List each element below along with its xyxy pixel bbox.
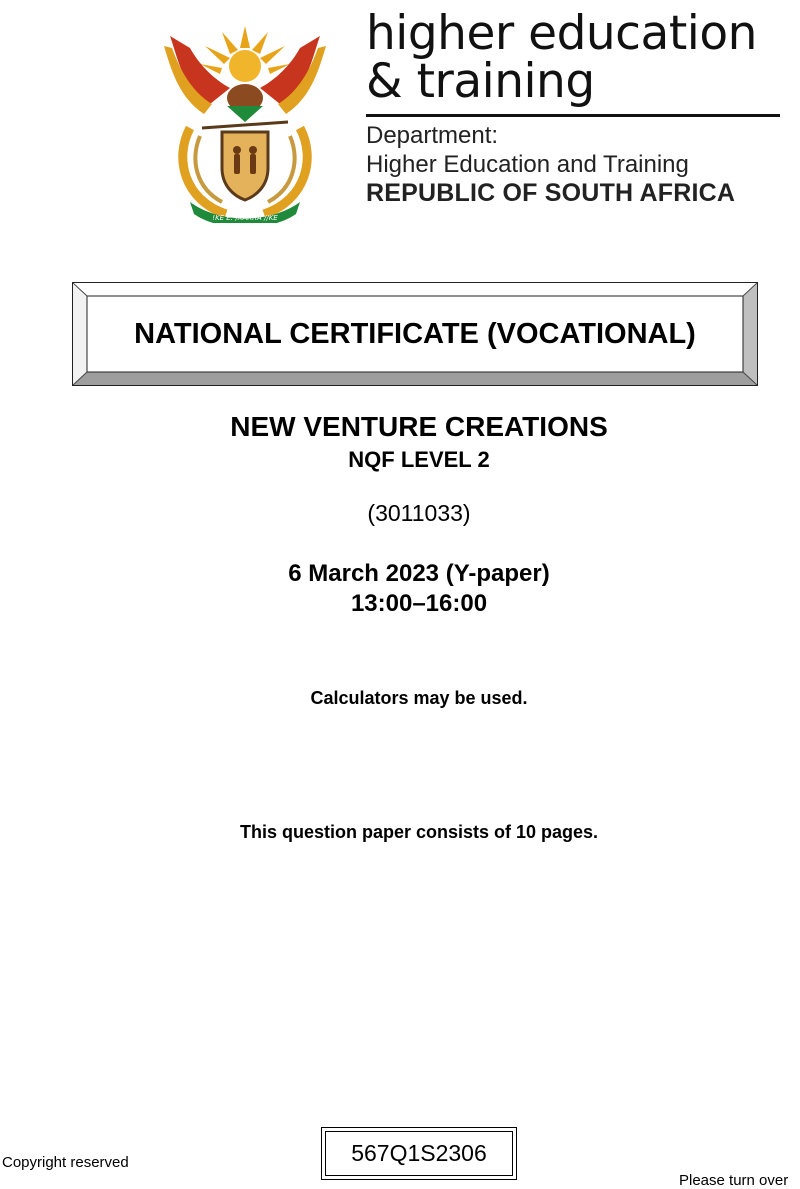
department-title-line1: higher education bbox=[366, 6, 757, 61]
subject-code: (3011033) bbox=[367, 500, 471, 526]
department-name: Higher Education and Training bbox=[366, 151, 689, 178]
turn-over-notice: Please turn over bbox=[679, 1172, 789, 1189]
paper-title: NEW VENTURE CREATIONS bbox=[230, 411, 608, 442]
department-label: Department: bbox=[366, 122, 499, 149]
sun bbox=[229, 50, 261, 82]
coat-of-arms-emblem bbox=[160, 18, 330, 223]
exam-date: 6 March 2023 (Y-paper) bbox=[288, 560, 550, 587]
nqf-level: NQF LEVEL 2 bbox=[348, 447, 490, 472]
paper-code-box bbox=[321, 1127, 517, 1180]
paper-code: 567Q1S2306 bbox=[325, 1131, 513, 1176]
copyright-notice: Copyright reserved bbox=[2, 1154, 129, 1171]
calculator-instruction: Calculators may be used. bbox=[310, 688, 528, 708]
exam-time: 13:00–16:00 bbox=[350, 590, 488, 617]
header-divider bbox=[366, 114, 780, 117]
country-name: REPUBLIC OF SOUTH AFRICA bbox=[366, 179, 736, 207]
shield bbox=[222, 132, 268, 200]
certificate-title: NATIONAL CERTIFICATE (VOCATIONAL) bbox=[134, 317, 696, 350]
page-count-instruction: This question paper consists of 10 pages. bbox=[239, 822, 599, 842]
department-title-line2: & training bbox=[366, 54, 595, 109]
certificate-box bbox=[72, 282, 758, 386]
department-title bbox=[366, 6, 757, 109]
svg-text:!KE E: /XARRA //KE: !KE E: /XARRA //KE bbox=[212, 214, 278, 222]
department-subtitle bbox=[366, 121, 735, 208]
